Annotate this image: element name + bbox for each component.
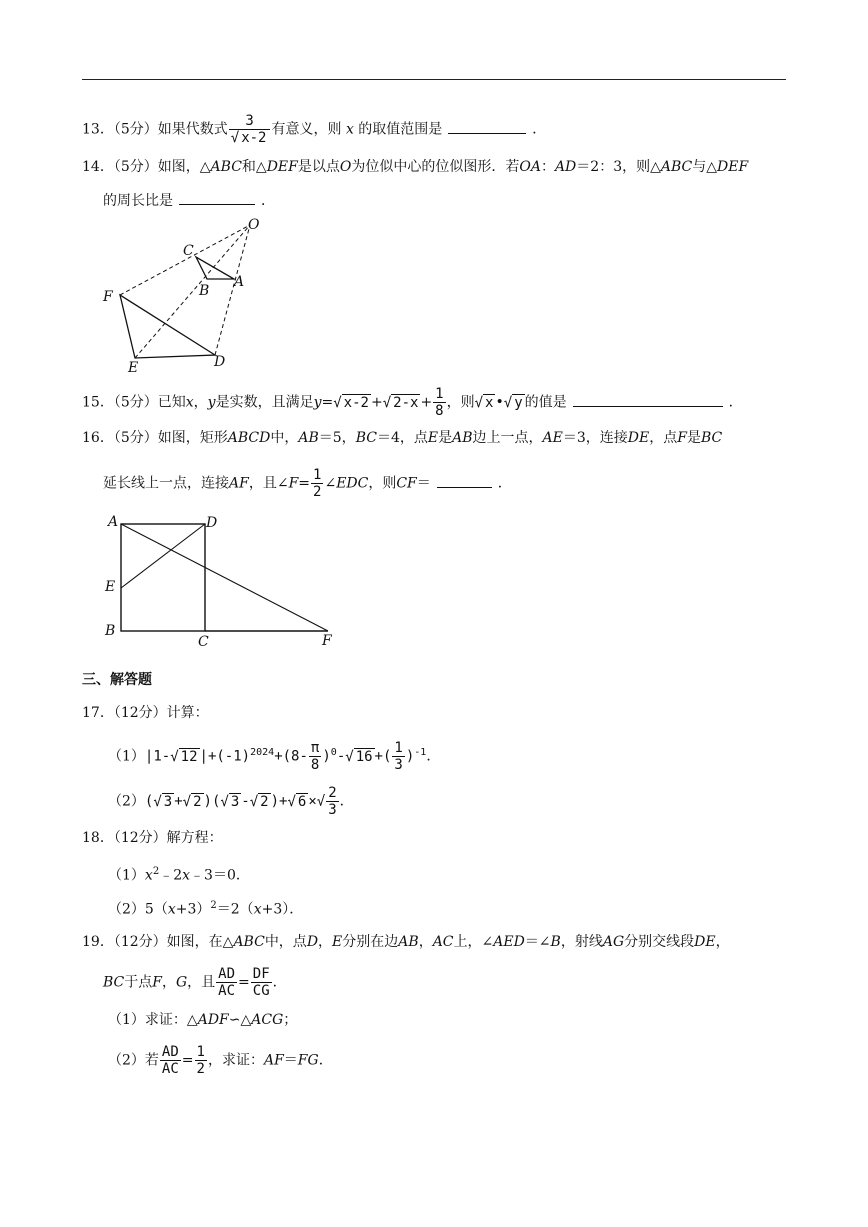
label-a: A bbox=[108, 514, 119, 530]
question-17-part2: （2）(√ 3 +√ 2 )(√ 3 -√ 2 )+√ 6 ×√ $\frac{2}{3}$ ． bbox=[108, 785, 354, 818]
question-16: 16．（5分）如图，矩形ABCD中，AB＝5，BC＝4，点E是AB边上一点，AE＝3，连接DE，点F是BC bbox=[82, 430, 723, 446]
question-13: 13．（5分）如果代数式 $\frac{3}{√ x-2}$ 有意义，则 x 的取值范围是 ． bbox=[82, 113, 547, 146]
section-heading: 三、解答题 bbox=[82, 672, 152, 688]
question-18-part2: $(2)5(x+3)^2=2(x+3)$． bbox=[108, 900, 304, 918]
label-b: B bbox=[199, 283, 210, 299]
answer-blank bbox=[573, 392, 723, 407]
answer-blank bbox=[448, 119, 526, 134]
question-17: 17．（12分）计算： bbox=[82, 705, 209, 721]
question-14: 14．（5分）如图，△ABC和△DEF是以点O为位似中心的位似图形．若OA：AD＝2：3，则△ABC与△DEF bbox=[82, 159, 749, 175]
question-19-part1: （1）求证：△ADF∽△ACG； bbox=[108, 1012, 298, 1028]
label-e: E bbox=[105, 579, 116, 595]
question-19-part2: （2）若 $\frac{AD}{AC}$ = $\frac{1}{2}$ ，求证：AF＝FG． bbox=[108, 1044, 333, 1077]
fraction: $\frac{3}{√ x-2}$ bbox=[229, 113, 271, 146]
answer-blank bbox=[179, 190, 255, 205]
label-c: C bbox=[183, 243, 194, 259]
question-15: 15．（5分）已知x，y是实数，且满足y=√ x-2 +√ 2-x + $\frac{1}{8}$ ，则√ x •√ y 的值是 ． bbox=[82, 386, 743, 419]
label-f: F bbox=[322, 633, 332, 649]
label-e: E bbox=[128, 360, 139, 376]
question-18: 18．（12分）解方程： bbox=[82, 830, 223, 846]
header-rule bbox=[82, 79, 786, 80]
question-19-line2: BC于点F，G，且 $\frac{AD}{AC}$ = $\frac{DF}{CG}$ ． bbox=[103, 966, 287, 999]
label-d: D bbox=[206, 515, 218, 531]
segment-de bbox=[121, 524, 205, 588]
segment-af bbox=[121, 524, 328, 631]
question-18-part1: $(1)x^2﹣2x﹣3=0$． bbox=[108, 866, 250, 884]
question-14-line2: 的周长比是 ． bbox=[103, 190, 275, 211]
label-d: D bbox=[214, 354, 226, 370]
label-o: O bbox=[248, 217, 260, 233]
question-19: 19．（12分）如图，在△ABC中，点D，E分别在边AB，AC上，∠AED＝∠B，射线AG分别交线段DE， bbox=[82, 934, 730, 950]
label-c: C bbox=[198, 634, 209, 650]
label-b: B bbox=[105, 623, 116, 639]
triangle-abc bbox=[196, 257, 234, 279]
label-f: F bbox=[103, 289, 113, 305]
question-16-line2: 延长线上一点，连接AF，且∠F= $\frac{1}{2}$ ∠EDC，则CF＝ ． bbox=[103, 467, 512, 500]
question-17-part1: （1）|1-√ 12 $|+(-1)^{2024}+(8-$ $\frac{\pi}{8}$ )$^0$-√ 16 +( $\frac{1}{3}$ )$^{-1}$． bbox=[108, 740, 441, 774]
label-a: A bbox=[234, 274, 245, 290]
answer-blank bbox=[437, 473, 492, 488]
figure-16 bbox=[100, 510, 350, 650]
triangle-def bbox=[120, 295, 215, 358]
ray-of bbox=[120, 225, 250, 295]
rectangle-abcd bbox=[121, 524, 205, 631]
figure-14 bbox=[95, 215, 265, 375]
